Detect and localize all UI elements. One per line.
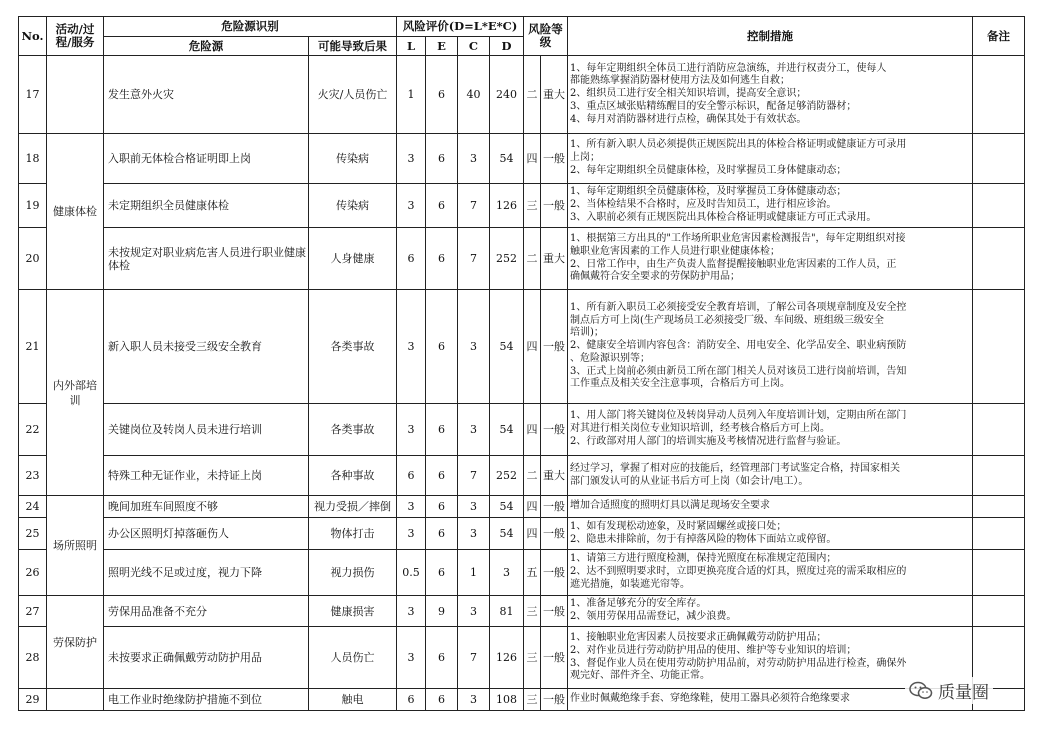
consequence-cell: 各类事故 [309,290,397,404]
row-number: 27 [19,596,47,627]
control-measures-cell [568,184,973,228]
risk-level-number: 三 [524,596,541,627]
risk-level-number: 三 [524,627,541,689]
measure-line: 2、隐患未排除前，勿于有掉落风险的物体下面站立或停留。 [570,533,837,545]
control-measures-cell [568,228,973,290]
measure-line: 触职业危害因素的工作人员进行职业健康体检； [570,245,780,257]
measure-line: 1、接触职业危害因素人员按要求正确佩戴劳动防护用品； [570,631,827,643]
score-D: 54 [490,290,524,404]
measure-line: 1、请第三方进行照度检测，保持光照度在标准规定范围内； [570,553,837,565]
risk-level-number: 五 [524,550,541,596]
remarks-cell [973,134,1025,184]
measure-line: 观完好、部件齐全、功能正常。 [570,670,710,682]
row-number: 22 [19,404,47,456]
control-measures-cell [568,456,973,496]
consequence-cell: 触电 [309,689,397,711]
measure-line: 2、对作业员进行劳动防护用品的使用、维护等专业知识的培训； [570,644,857,656]
table-row [19,404,1025,456]
measure-line: 、危险源识别等； [570,352,650,364]
risk-level-number: 三 [524,184,541,228]
score-E: 6 [426,518,458,550]
hazard-cell: 晚间加班车间照度不够 [104,496,309,518]
measure-line: 2、达不到照明要求时，立即更换亮度合适的灯具，照度过亮的需采取相应的 [570,566,907,578]
risk-level-text: 一般 [541,290,568,404]
remarks-cell [973,596,1025,627]
watermark-text: 质量圈 [938,683,989,703]
measure-line: 上岗； [570,152,600,164]
score-D: 108 [490,689,524,711]
consequence-cell: 视力损伤 [309,550,397,596]
score-E: 9 [426,596,458,627]
measure-line: 制点后方可上岗(生产现场员工必须接受厂级、车间级、班组级三级安全 [570,314,884,326]
consequence-cell: 传染病 [309,134,397,184]
table-row [19,550,1025,596]
header-hazard: 危险源 [104,37,309,56]
table-row [19,290,1025,404]
risk-level-text: 重大 [541,456,568,496]
measure-line: 部门颁发认可的从业证书后方可上岗（如会计/电工）。 [570,475,809,487]
remarks-cell [973,228,1025,290]
row-number: 25 [19,518,47,550]
measure-line: 1、每年定期组织全体员工进行消防应急演练，并进行权责分工，使每人 [570,62,887,74]
score-E: 6 [426,134,458,184]
risk-level-text: 重大 [541,56,568,134]
table-row [19,228,1025,290]
row-number: 18 [19,134,47,184]
hazard-cell: 办公区照明灯掉落砸伤人 [104,518,309,550]
score-C: 3 [458,689,490,711]
hazard-cell: 关键岗位及转岗人员未进行培训 [104,404,309,456]
measure-line: 3、重点区域张贴精练醒目的安全警示标识，配备足够消防器材； [570,100,857,112]
watermark [905,677,993,704]
risk-level-text: 一般 [541,404,568,456]
score-D: 81 [490,596,524,627]
score-C: 3 [458,404,490,456]
score-D: 54 [490,496,524,518]
score-L: 0.5 [397,550,426,596]
risk-level-number: 四 [524,290,541,404]
measure-line: 3、正式上岗前必须由新员工所在部门相关人员对该员工进行岗前培训，告知 [570,365,907,377]
row-number: 21 [19,290,47,404]
score-E: 6 [426,456,458,496]
table-row [19,689,1025,711]
risk-level-number: 二 [524,456,541,496]
row-number: 23 [19,456,47,496]
remarks-cell [973,56,1025,134]
measure-line: 对其进行相关岗位专业知识培训，经考核合格后方可上岗。 [570,423,830,435]
measure-line: 都能熟练掌握消防器材使用方法及如何逃生自救； [570,75,790,87]
score-D: 54 [490,134,524,184]
measure-line: 确佩戴符合安全要求的劳保防护用品； [570,271,740,283]
risk-level-number: 四 [524,518,541,550]
hazard-cell: 特殊工种无证作业，未持证上岗 [104,456,309,496]
row-number: 29 [19,689,47,711]
score-L: 6 [397,689,426,711]
hazard-cell: 入职前无体检合格证明即上岗 [104,134,309,184]
score-D: 126 [490,184,524,228]
control-measures-cell [568,404,973,456]
control-measures-cell [568,550,973,596]
score-E: 6 [426,184,458,228]
hazard-cell: 新入职人员未接受三级安全教育 [104,290,309,404]
score-C: 3 [458,496,490,518]
measure-line: 工作重点及相关安全注意事项，合格后方可上岗。 [570,378,790,390]
header-no: No. [19,17,47,56]
table-body [19,56,1025,711]
consequence-cell: 人身健康 [309,228,397,290]
measure-line: 2、行政部对用人部门的培训实施及考核情况进行监督与验证。 [570,435,847,447]
group-workplace-lighting: 场所照明 [47,496,104,596]
table-row [19,134,1025,184]
header-hazard-identification: 危险源识别 [104,17,397,37]
measure-line: 1、用人部门将关键岗位及转岗异动人员列入年度培训计划，定期由所在部门 [570,410,907,422]
score-E: 6 [426,290,458,404]
hazard-cell: 未按规定对职业病危害人员进行职业健康体检 [104,228,309,290]
group-health-check: 健康体检 [47,134,104,290]
risk-level-text: 一般 [541,496,568,518]
risk-level-text: 重大 [541,228,568,290]
measure-line: 1、每年定期组织全员健康体检，及时掌握员工身体健康动态； [570,186,847,198]
score-C: 7 [458,627,490,689]
risk-level-number: 二 [524,56,541,134]
measure-line: 4、每月对消防器材进行点检，确保其处于有效状态。 [570,113,807,125]
risk-level-text: 一般 [541,184,568,228]
header-activity: 活动/过程/服务 [47,17,104,56]
measure-line: 2、每年定期组织全员健康体检，及时掌握员工身体健康动态； [570,164,847,176]
score-D: 3 [490,550,524,596]
score-E: 6 [426,496,458,518]
measure-line: 2、组织员工进行安全相关知识培训，提高安全意识； [570,88,807,100]
measure-line: 培训)； [570,327,604,339]
header-D: D [490,37,524,56]
row-number: 19 [19,184,47,228]
measure-line: 3、督促作业人员在使用劳动防护用品前，对劳动防护用品进行检查，确保外 [570,657,907,669]
activity-cell [47,689,104,711]
group-internal-training: 内外部培训 [47,290,104,496]
control-measures-cell [568,290,973,404]
score-C: 3 [458,596,490,627]
score-C: 7 [458,184,490,228]
score-L: 3 [397,627,426,689]
consequence-cell: 视力受损／摔倒 [309,496,397,518]
hazard-cell: 照明光线不足或过度，视力下降 [104,550,309,596]
measure-line: 1、所有新入职员工必须接受安全教育培训，了解公司各项规章制度及安全控 [570,301,907,313]
remarks-cell [973,518,1025,550]
hazard-risk-table [18,16,1025,711]
header-consequence: 可能导致后果 [309,37,397,56]
score-D: 126 [490,627,524,689]
remarks-cell [973,456,1025,496]
measure-line: 1、如有发现松动迹象，及时紧固螺丝或接口处； [570,520,787,532]
hazard-cell: 发生意外火灾 [104,56,309,134]
measure-line: 遮光措施，如装遮光帘等。 [570,578,690,590]
control-measures-cell [568,56,973,134]
consequence-cell: 各类事故 [309,404,397,456]
remarks-cell [973,290,1025,404]
score-L: 6 [397,456,426,496]
score-D: 54 [490,518,524,550]
measure-line: 增加合适照度的照明灯具以满足现场安全要求 [570,500,770,512]
score-C: 3 [458,518,490,550]
table-row [19,184,1025,228]
remarks-cell [973,404,1025,456]
consequence-cell: 各种事故 [309,456,397,496]
measure-line: 3、入职前必须有正规医院出具体检合格证明或健康证方可正式录用。 [570,211,877,223]
control-measures-cell [568,134,973,184]
control-measures-cell [568,596,973,627]
consequence-cell: 火灾/人员伤亡 [309,56,397,134]
group-labor-protection: 劳保防护 [47,596,104,689]
score-C: 40 [458,56,490,134]
score-C: 1 [458,550,490,596]
score-E: 6 [426,550,458,596]
measure-line: 2、当体检结果不合格时，应及时告知员工，进行相应诊治。 [570,199,837,211]
wechat-icon [909,681,933,701]
table-row [19,456,1025,496]
measure-line: 1、所有新入职人员必须提供正规医院出具的体检合格证明或健康证方可录用 [570,139,907,151]
row-number: 28 [19,627,47,689]
header-risk-evaluation: 风险评价(D=L*E*C) [397,17,524,37]
risk-level-number: 四 [524,134,541,184]
row-number: 26 [19,550,47,596]
activity-cell [47,56,104,134]
header-C: C [458,37,490,56]
remarks-cell [973,550,1025,596]
risk-level-number: 二 [524,228,541,290]
measure-line: 经过学习，掌握了相对应的技能后，经管理部门考试鉴定合格，持国家相关 [570,462,900,474]
table-row [19,518,1025,550]
score-L: 6 [397,228,426,290]
score-L: 3 [397,404,426,456]
measure-line: 2、健康安全培训内容包含：消防安全、用电安全、化学品安全、职业病预防 [570,340,907,352]
header-control-measures: 控制措施 [568,17,973,56]
consequence-cell: 人员伤亡 [309,627,397,689]
score-D: 54 [490,404,524,456]
table-row [19,56,1025,134]
score-L: 3 [397,184,426,228]
hazard-cell: 电工作业时绝缘防护措施不到位 [104,689,309,711]
score-E: 6 [426,228,458,290]
measure-line: 1、准备足够充分的安全库存。 [570,598,707,610]
table-row [19,627,1025,689]
score-C: 3 [458,290,490,404]
row-number: 17 [19,56,47,134]
score-C: 7 [458,228,490,290]
risk-level-number: 三 [524,689,541,711]
hazard-cell: 劳保用品准备不充分 [104,596,309,627]
score-L: 3 [397,596,426,627]
score-E: 6 [426,689,458,711]
header-risk-level: 风险等级 [524,17,568,56]
risk-level-text: 一般 [541,596,568,627]
table-row [19,496,1025,518]
risk-level-text: 一般 [541,550,568,596]
consequence-cell: 物体打击 [309,518,397,550]
score-E: 6 [426,627,458,689]
score-D: 252 [490,456,524,496]
risk-level-number: 四 [524,404,541,456]
consequence-cell: 健康损害 [309,596,397,627]
header-E: E [426,37,458,56]
score-L: 3 [397,134,426,184]
risk-level-text: 一般 [541,518,568,550]
header-L: L [397,37,426,56]
risk-level-text: 一般 [541,134,568,184]
measure-line: 1、根据第三方出具的"工作场所职业危害因素检测报告"，每年定期组织对接 [570,232,906,244]
score-L: 3 [397,290,426,404]
risk-level-text: 一般 [541,627,568,689]
remarks-cell [973,184,1025,228]
hazard-cell: 未按要求正确佩戴劳动防护用品 [104,627,309,689]
score-D: 240 [490,56,524,134]
measure-line: 作业时佩戴绝缘手套、穿绝缘鞋，使用工器具必须符合绝缘要求 [570,693,850,705]
risk-level-number: 四 [524,496,541,518]
hazard-cell: 未定期组织全员健康体检 [104,184,309,228]
control-measures-cell [568,518,973,550]
score-E: 6 [426,56,458,134]
score-C: 3 [458,134,490,184]
score-C: 7 [458,456,490,496]
header-remarks: 备注 [973,17,1025,56]
risk-level-text: 一般 [541,689,568,711]
remarks-cell [973,496,1025,518]
row-number: 20 [19,228,47,290]
table-row [19,596,1025,627]
row-number: 24 [19,496,47,518]
score-L: 3 [397,518,426,550]
measure-line: 2、日常工作中，由生产负责人监督提醒接触职业危害因素的工作人员，正 [570,258,897,270]
score-L: 3 [397,496,426,518]
control-measures-cell [568,496,973,518]
risk-table-sheet [18,16,1025,711]
score-D: 252 [490,228,524,290]
score-L: 1 [397,56,426,134]
consequence-cell: 传染病 [309,184,397,228]
score-E: 6 [426,404,458,456]
measure-line: 2、领用劳保用品需登记，减少浪费。 [570,611,737,622]
